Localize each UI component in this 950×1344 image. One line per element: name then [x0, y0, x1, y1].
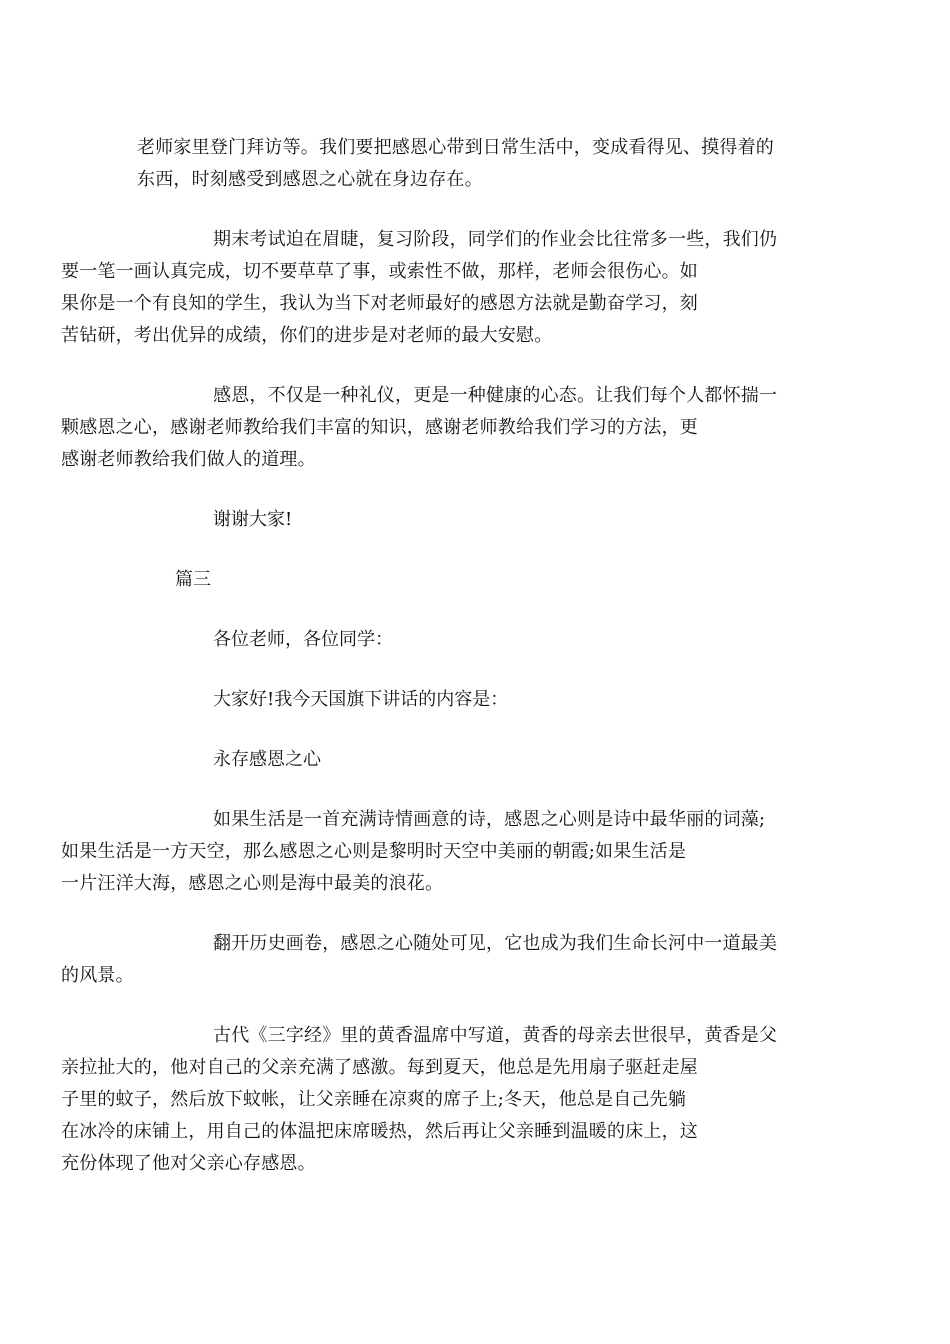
- paragraph-gratitude: [61, 380, 809, 476]
- paragraph-line: 古代《三字经》里的黄香温席中写道，黄香的母亲去世很早，黄香是父: [213, 1025, 778, 1046]
- paragraph-line: 的风景。: [61, 965, 134, 986]
- greeting-line: 各位老师，各位同学：: [213, 629, 393, 650]
- paragraph-visit: [137, 132, 809, 196]
- paragraph-life-poem: [61, 804, 809, 900]
- paragraph-line: 感恩，不仅是一种礼仪，更是一种健康的心态。让我们每个人都怀揣一: [213, 385, 778, 406]
- paragraph-line: 如果生活是一方天空，那么感恩之心则是黎明时天空中美丽的朝霞;如果生活是: [61, 841, 687, 862]
- paragraph-line: 充份体现了他对父亲心存感恩。: [61, 1153, 316, 1174]
- paragraph-line: 苦钻研，考出优异的成绩，你们的进步是对老师的最大安慰。: [61, 325, 553, 346]
- paragraph-line: 颗感恩之心，感谢老师教给我们丰富的知识，感谢老师教给我们学习的方法，更: [61, 417, 698, 438]
- paragraph-line: 亲拉扯大的，他对自己的父亲充满了感激。每到夏天，他总是先用扇子驱赶走屋: [61, 1057, 698, 1078]
- paragraph-line: 老师家里登门拜访等。我们要把感恩心带到日常生活中，变成看得见、摸得着的: [137, 137, 774, 158]
- paragraph-line: 在冰冷的床铺上，用自己的体温把床席暖热，然后再让父亲睡到温暖的床上，这: [61, 1121, 698, 1142]
- paragraph-line: 子里的蚊子，然后放下蚊帐，让父亲睡在凉爽的席子上;冬天，他总是自己先躺: [61, 1089, 687, 1110]
- paragraph-line: 感谢老师教给我们做人的道理。: [61, 449, 316, 470]
- paragraph-exam: [61, 224, 809, 352]
- paragraph-line: 果你是一个有良知的学生，我认为当下对老师最好的感恩方法就是勤奋学习，刻: [61, 293, 698, 314]
- paragraph-history: [61, 928, 809, 992]
- document-body: [61, 132, 809, 1208]
- paragraph-line: 翻开历史画卷，感恩之心随处可见，它也成为我们生命长河中一道最美: [213, 933, 778, 954]
- intro-line: 大家好!我今天国旗下讲话的内容是：: [213, 689, 509, 710]
- paragraph-huangxiang: [61, 1020, 809, 1180]
- paragraph-line: 期末考试迫在眉睫，复习阶段，同学们的作业会比往常多一些，我们仍: [213, 229, 778, 250]
- paragraph-line: 如果生活是一首充满诗情画意的诗，感恩之心则是诗中最华丽的词藻;: [213, 809, 766, 830]
- thanks-line: 谢谢大家!: [213, 509, 293, 530]
- paragraph-line: 东西，时刻感受到感恩之心就在身边存在。: [137, 169, 483, 190]
- paragraph-line: 要一笔一画认真完成，切不要草草了事，或索性不做，那样，老师会很伤心。如: [61, 261, 698, 282]
- section-title: 篇三: [175, 569, 211, 590]
- speech-title: 永存感恩之心: [213, 749, 321, 770]
- paragraph-line: 一片汪洋大海，感恩之心则是海中最美的浪花。: [61, 873, 444, 894]
